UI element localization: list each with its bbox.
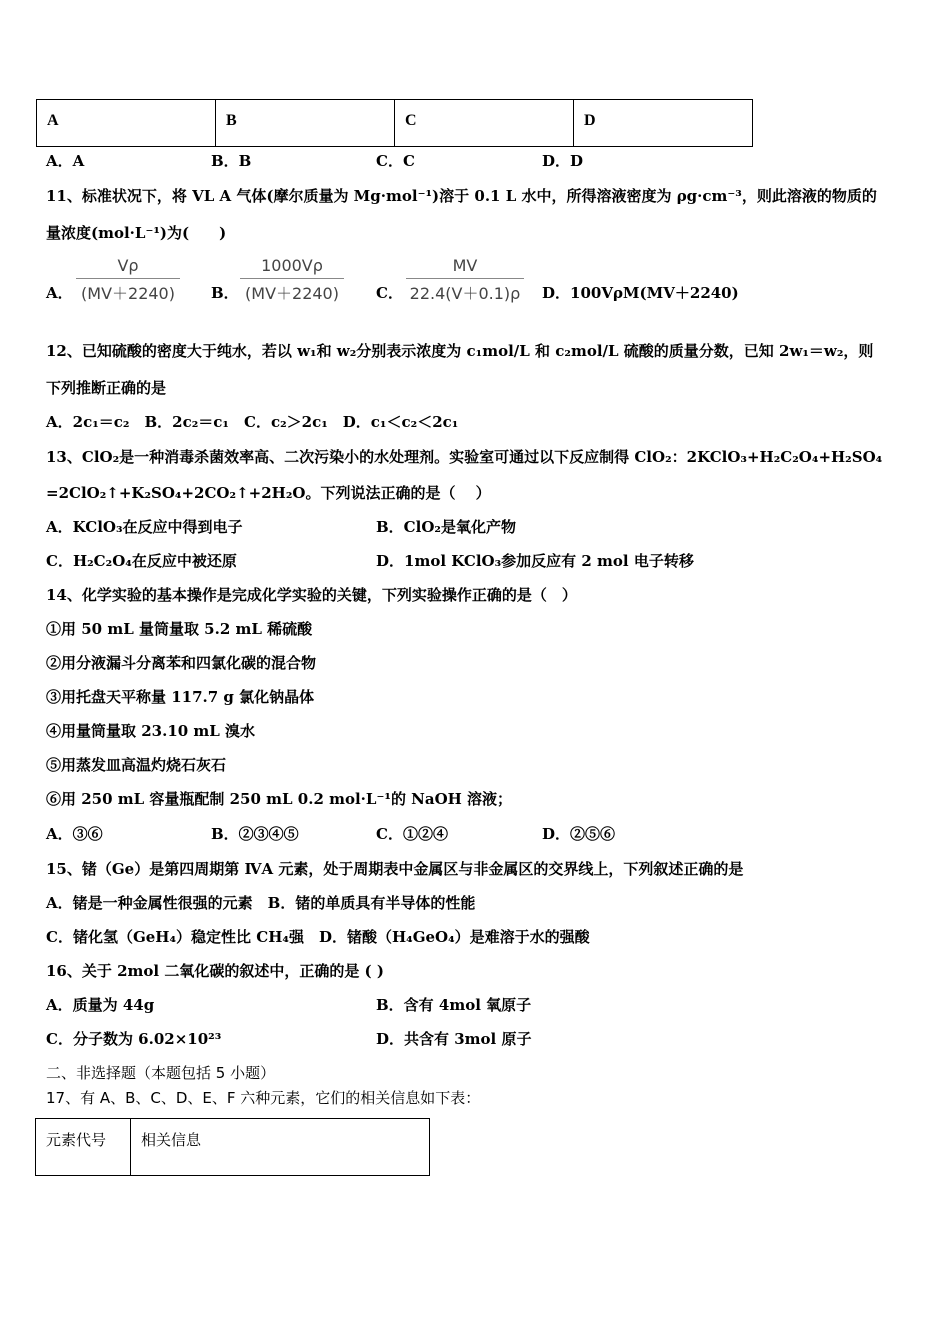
q10-option-d: D．D bbox=[542, 152, 584, 170]
fraction-numerator: 1000Vρ bbox=[240, 256, 344, 279]
answer-table bbox=[36, 99, 753, 147]
q14-option-b: B．②③④⑤ bbox=[211, 825, 299, 843]
q12-stem-line1: 12、已知硫酸的密度大于纯水，若以 w₁和 w₂分别表示浓度为 c₁mol/L 和 c₂mol/L 硫酸的质量分数，已知 2w₁＝w₂，则 bbox=[46, 342, 874, 360]
q14-item-6: ⑥用 250 mL 容量瓶配制 250 mL 0.2 mol·L⁻¹的 NaOH 溶液； bbox=[46, 790, 513, 808]
q11-option-c-label: C． bbox=[376, 284, 403, 302]
q13-option-a: A．KClO₃在反应中得到电子 bbox=[46, 518, 243, 536]
q15-stem: 15、锗（Ge）是第四周期第 ⅣA 元素，处于周期表中金属区与非金属区的交界线上，下列叙述正确的是 bbox=[46, 860, 744, 878]
q10-option-a: A．A bbox=[46, 152, 85, 170]
table-cell-c: C bbox=[395, 100, 574, 147]
q16-option-c: C．分子数为 6.02×10²³ bbox=[46, 1030, 222, 1048]
fraction-denominator: 22.4(V＋0.1)ρ bbox=[409, 284, 521, 303]
q14-item-2: ②用分液漏斗分离苯和四氯化碳的混合物 bbox=[46, 654, 317, 672]
q14-item-3: ③用托盘天平称量 117.7 g 氯化钠晶体 bbox=[46, 688, 315, 706]
q10-option-c: C．C bbox=[376, 152, 415, 170]
fraction-denominator: (MV＋2240) bbox=[81, 284, 175, 303]
q16-option-b: B．含有 4mol 氧原子 bbox=[376, 996, 532, 1014]
fraction-numerator: Vρ bbox=[76, 256, 180, 279]
q11-option-b-label: B． bbox=[211, 284, 239, 302]
section-title: 二、非选择题（本题包括 5 小题） bbox=[46, 1064, 276, 1082]
fraction-denominator: (MV＋2240) bbox=[245, 284, 339, 303]
q11-stem-line2: 量浓度(mol·L⁻¹)为( ) bbox=[46, 224, 227, 242]
q14-option-d: D．②⑤⑥ bbox=[542, 825, 616, 843]
table-header-element-code: 元素代号 bbox=[36, 1119, 131, 1176]
q14-option-c: C．①②④ bbox=[376, 825, 448, 843]
q14-item-4: ④用量筒量取 23.10 mL 溴水 bbox=[46, 722, 256, 740]
q14-stem: 14、化学实验的基本操作是完成化学实验的关键，下列实验操作正确的是（ ） bbox=[46, 586, 577, 604]
q11-option-a-fraction bbox=[76, 256, 180, 304]
element-info-table bbox=[35, 1118, 430, 1176]
q10-option-b: B．B bbox=[211, 152, 252, 170]
q16-option-a: A．质量为 44g bbox=[46, 996, 155, 1014]
q13-stem-line1: 13、ClO₂是一种消毒杀菌效率高、二次污染小的水处理剂。实验室可通过以下反应制得 ClO₂：2KClO₃+H₂C₂O₄+H₂SO₄ bbox=[46, 448, 883, 466]
q13-option-d: D．1mol KClO₃参加反应有 2 mol 电子转移 bbox=[376, 552, 694, 570]
table-cell-b: B bbox=[216, 100, 395, 147]
q14-item-1: ①用 50 mL 量筒量取 5.2 mL 稀硫酸 bbox=[46, 620, 313, 638]
q13-stem-line2: =2ClO₂↑+K₂SO₄+2CO₂↑+2H₂O。下列说法正确的是（ ） bbox=[46, 484, 491, 502]
q17-stem: 17、有 A、B、C、D、E、F 六种元素，它们的相关信息如下表： bbox=[46, 1089, 481, 1107]
q11-option-b-fraction bbox=[240, 256, 344, 304]
q14-item-5: ⑤用蒸发皿高温灼烧石灰石 bbox=[46, 756, 227, 774]
q15-options-cd: C．锗化氢（GeH₄）稳定性比 CH₄强 D．锗酸（H₄GeO₄）是难溶于水的强酸 bbox=[46, 928, 590, 946]
q16-stem: 16、关于 2mol 二氧化碳的叙述中，正确的是 ( ) bbox=[46, 962, 384, 980]
q16-option-d: D．共含有 3mol 原子 bbox=[376, 1030, 532, 1048]
q13-option-c: C．H₂C₂O₄在反应中被还原 bbox=[46, 552, 237, 570]
q12-options: A．2c₁＝c₂ B．2c₂＝c₁ C．c₂＞2c₁ D．c₁＜c₂＜2c₁ bbox=[46, 413, 459, 431]
q11-option-c-fraction bbox=[406, 256, 524, 304]
q12-stem-line2: 下列推断正确的是 bbox=[46, 379, 167, 397]
q15-options-ab: A．锗是一种金属性很强的元素 B．锗的单质具有半导体的性能 bbox=[46, 894, 476, 912]
table-cell-a: A bbox=[37, 100, 216, 147]
table-header-related-info: 相关信息 bbox=[131, 1119, 430, 1176]
q14-option-a: A．③⑥ bbox=[46, 825, 103, 843]
q11-stem-line1: 11、标准状况下，将 VL A 气体(摩尔质量为 Mg·mol⁻¹)溶于 0.1 L 水中，所得溶液密度为 ρg·cm⁻³，则此溶液的物质的 bbox=[46, 187, 877, 205]
q11-option-d: D．100VρM(MV＋2240) bbox=[542, 284, 739, 302]
q13-option-b: B．ClO₂是氧化产物 bbox=[376, 518, 516, 536]
table-cell-d: D bbox=[574, 100, 753, 147]
fraction-numerator: MV bbox=[406, 256, 524, 279]
q11-option-a-label: A． bbox=[46, 284, 73, 302]
